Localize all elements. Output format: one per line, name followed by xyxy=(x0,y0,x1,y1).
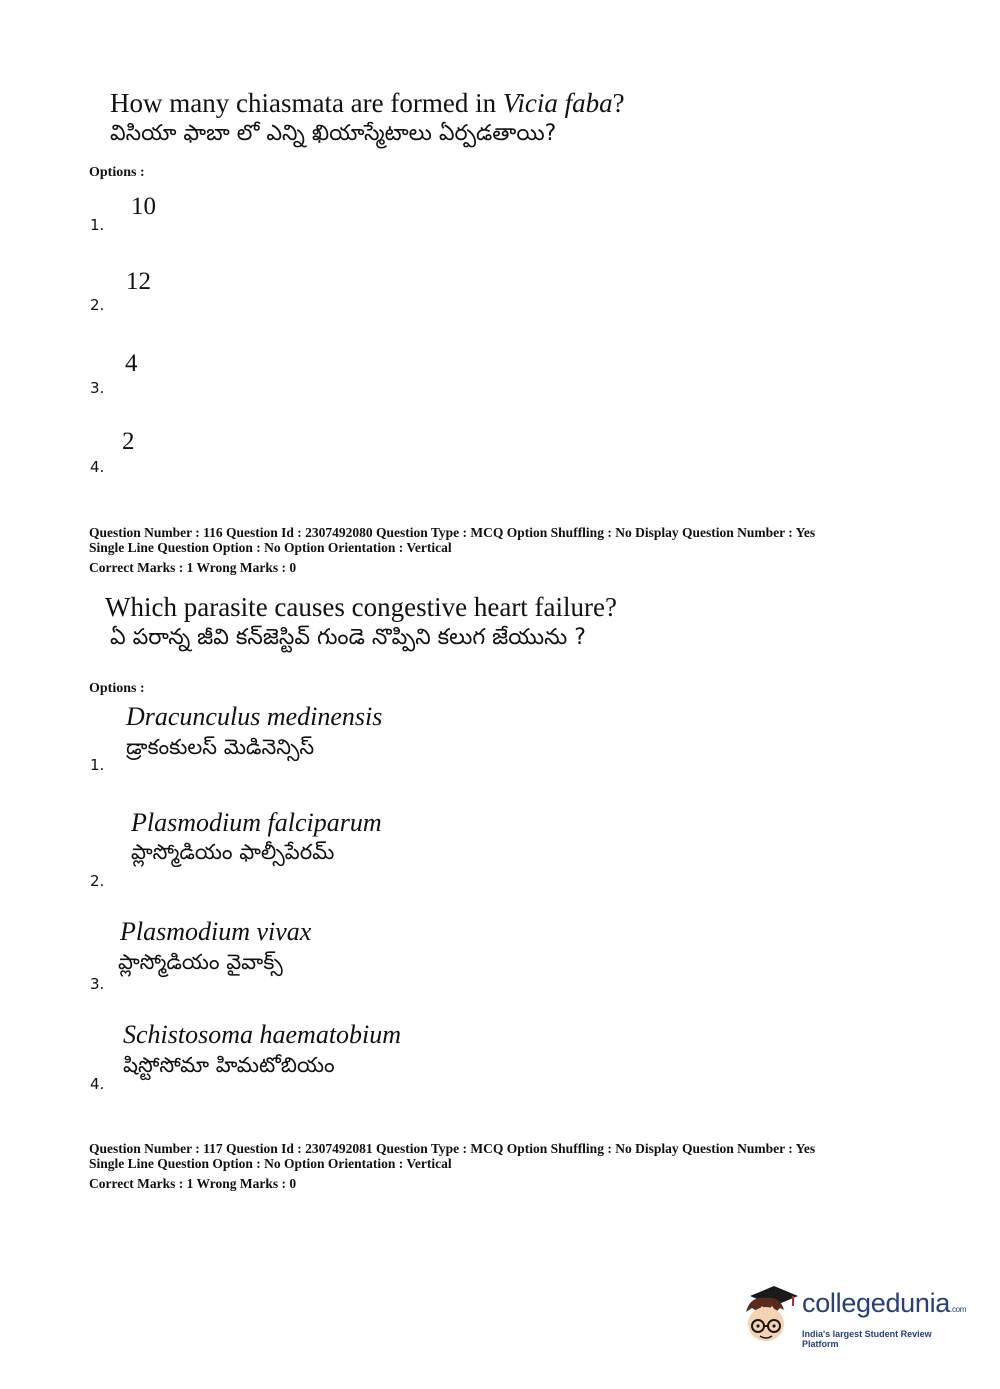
question-meta: Question Number : 117 Question Id : 2307492081 Question Type : MCQ Option Shuffling : No Display Question Number : Yes Single Line Question Option : No Option Orientation : Vertical Correct Marks : 1 Wrong Marks : 0 xyxy=(89,1141,816,1191)
option-number: 2. xyxy=(90,872,105,890)
question-text-te: విసియా ఫాబా లో ఎన్ని ఖియాస్మేటాలు ఏర్పడతాయి? xyxy=(110,121,557,146)
option-number: 3. xyxy=(90,379,105,397)
question-text-en: Which parasite causes congestive heart failure? xyxy=(105,592,617,622)
option-number: 3. xyxy=(90,975,105,993)
option-number: 4. xyxy=(90,458,105,476)
option-value: 2 xyxy=(122,428,135,455)
option-text-en: Plasmodium falciparum xyxy=(131,808,382,837)
option-text-te: షిస్టోసోమా హిమటోబియం xyxy=(123,1053,335,1077)
question-text-en: How many chiasmata are formed in Vicia faba? xyxy=(110,88,625,118)
option-text-en: Schistosoma haematobium xyxy=(123,1020,402,1049)
option-value: 12 xyxy=(126,268,151,295)
logo-tagline: India's largest Student Review Platform xyxy=(802,1329,932,1349)
option-value: 4 xyxy=(125,350,138,377)
options-label: Options : xyxy=(89,681,145,696)
logo-wordmark: collegedunia.com xyxy=(802,1288,967,1318)
option-text-en: Plasmodium vivax xyxy=(120,917,312,946)
option-text-te: ప్లాస్మోడియం వైవాక్స్ xyxy=(118,950,283,974)
question-meta: Question Number : 116 Question Id : 2307492080 Question Type : MCQ Option Shuffling : No Display Question Number : Yes Single Line Question Option : No Option Orientation : Vertical Correct Marks : 1 Wrong Marks : 0 xyxy=(89,525,816,575)
collegedunia-logo xyxy=(740,1282,970,1352)
option-text-en: Dracunculus medinensis xyxy=(126,702,383,731)
option-text-te: డ్రాకంకులస్ మెడినెన్సిస్ xyxy=(126,735,315,759)
option-number: 2. xyxy=(90,296,105,314)
option-text-te: ప్లాస్మోడియం ఫాల్సీపేరమ్ xyxy=(131,840,335,864)
question-italic-term: Vicia faba xyxy=(502,88,613,118)
option-number: 4. xyxy=(90,1075,105,1093)
option-value: 10 xyxy=(131,193,156,220)
question-text-te: ఏ పరాన్న జీవి కన్‌జెస్టివ్ గుండె నొప్పిని కలుగ జేయును ? xyxy=(110,625,586,650)
option-number: 1. xyxy=(90,756,105,774)
options-label: Options : xyxy=(89,165,145,180)
mascot-icon xyxy=(740,1282,800,1352)
option-number: 1. xyxy=(90,216,105,234)
